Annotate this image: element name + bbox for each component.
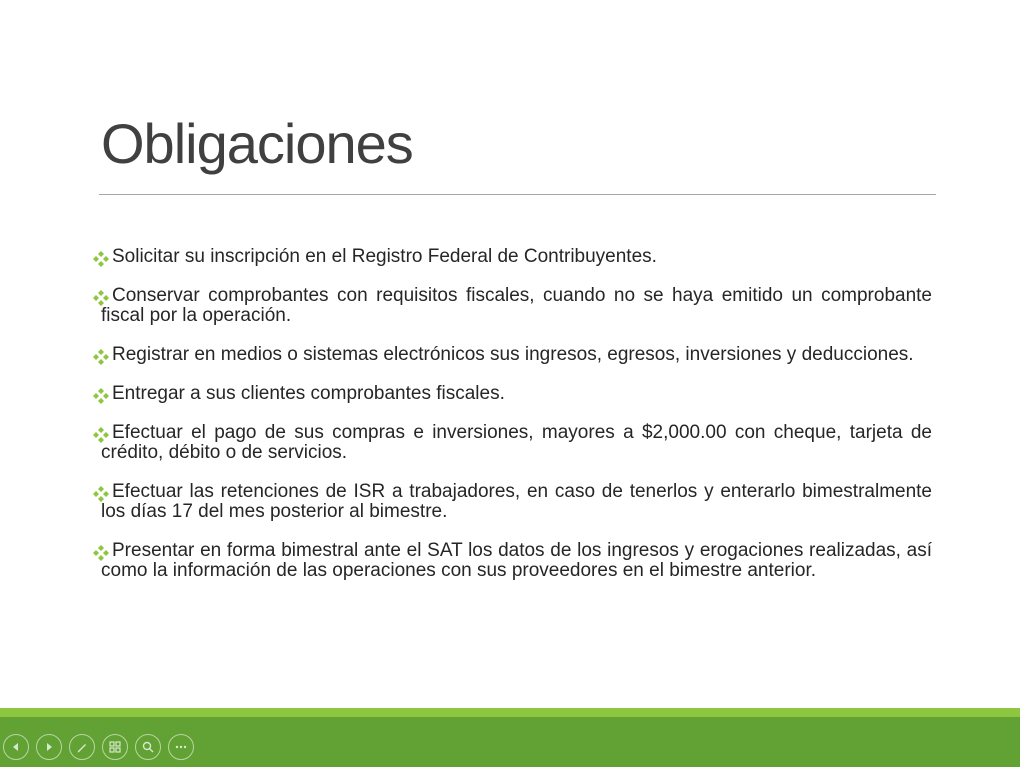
slideshow-controls [3, 734, 194, 764]
bullet-text: Efectuar el pago de sus compras e inversiones, mayores a $2,000.00 con cheque, tarjeta de crédito, débito o de servicios. [101, 422, 932, 463]
list-item [91, 541, 932, 581]
bullet-list [91, 247, 932, 600]
bullet-text: Solicitar su inscripción en el Registro Federal de Contribuyentes. [112, 246, 657, 267]
pen-button[interactable] [69, 734, 95, 760]
bullet-text: Registrar en medios o sistemas electrónicos sus ingresos, egresos, inversiones y deducciones. [112, 344, 914, 365]
green-diamond-bullet-icon [92, 426, 110, 444]
see-all-slides-icon [108, 740, 122, 754]
list-item [91, 247, 932, 267]
list-item [91, 286, 932, 326]
green-diamond-bullet-icon [92, 250, 110, 268]
green-diamond-bullet-icon [92, 289, 110, 307]
slide-title: Obligaciones [101, 112, 413, 175]
list-item [91, 423, 932, 463]
footer-band-light [0, 708, 1020, 717]
title-divider [99, 194, 936, 195]
pen-icon [75, 740, 89, 754]
bullet-text: Presentar en forma bimestral ante el SAT los datos de los ingresos y erogaciones realizadas, así como la información de las operaciones con sus proveedores en el bimestre anterior. [101, 540, 932, 581]
green-diamond-bullet-icon [92, 485, 110, 503]
green-diamond-bullet-icon [92, 544, 110, 562]
more-options-icon [174, 740, 188, 754]
previous-slide-button[interactable] [3, 734, 29, 760]
list-item [91, 345, 932, 365]
more-options-button[interactable] [168, 734, 194, 760]
bullet-text: Entregar a sus clientes comprobantes fiscales. [112, 383, 505, 404]
zoom-icon [141, 740, 155, 754]
zoom-button[interactable] [135, 734, 161, 760]
green-diamond-bullet-icon [92, 387, 110, 405]
list-item [91, 384, 932, 404]
green-diamond-bullet-icon [92, 348, 110, 366]
bullet-text: Efectuar las retenciones de ISR a trabajadores, en caso de tenerlos y enterarlo bimestralmente los días 17 del mes posterior al bimestre. [101, 481, 932, 522]
bullet-text: Conservar comprobantes con requisitos fiscales, cuando no se haya emitido un comprobante fiscal por la operación. [101, 285, 932, 326]
previous-slide-icon [9, 740, 23, 754]
list-item [91, 482, 932, 522]
next-slide-icon [42, 740, 56, 754]
next-slide-button[interactable] [36, 734, 62, 760]
see-all-slides-button[interactable] [102, 734, 128, 760]
